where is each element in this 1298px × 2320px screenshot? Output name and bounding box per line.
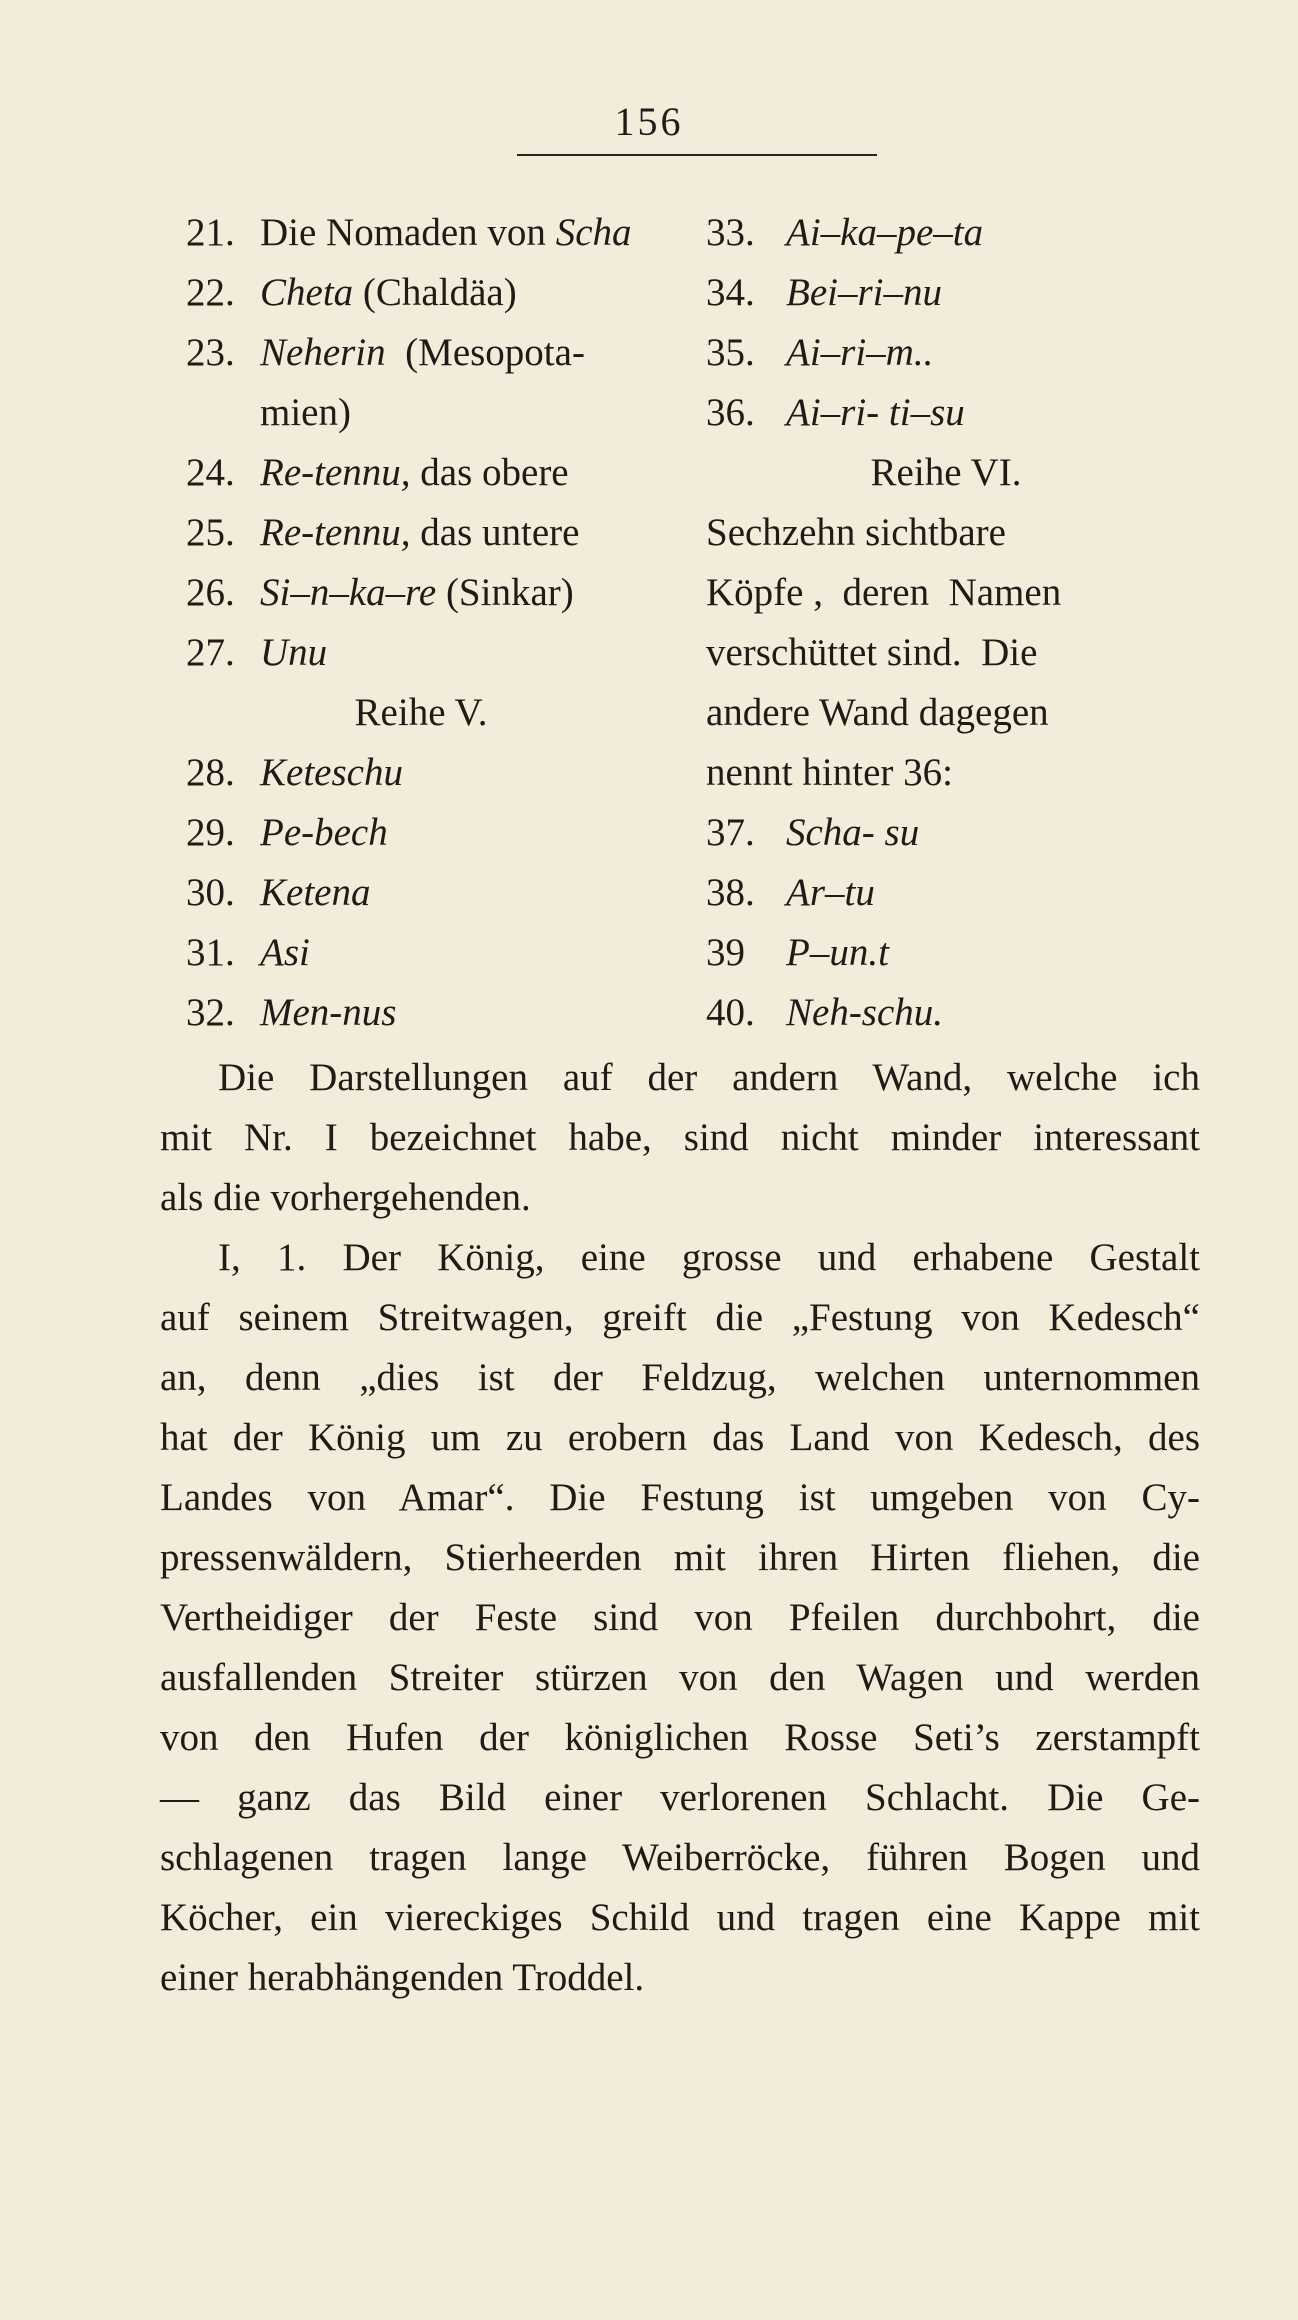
paragraph-line: — ganz das Bild einer verlorenen Schlacht. Die Ge- [160, 1776, 1200, 1819]
right-column-list-item [706, 267, 1186, 327]
item-text: mien) [260, 391, 351, 434]
item-text: Neherin (Mesopota- [260, 331, 585, 374]
item-text: Unu [260, 631, 328, 674]
item-text: Neh-schu. [786, 991, 944, 1034]
item-number: 30. [186, 871, 235, 914]
left-column-list-item [186, 207, 656, 267]
left-column-list-item [186, 507, 656, 567]
item-number: 35. [706, 331, 755, 374]
right-column-list-item [706, 807, 1186, 867]
item-text: Ketena [260, 871, 371, 914]
item-number: 23. [186, 331, 235, 374]
item-number: 38. [706, 871, 755, 914]
paragraph-line: schlagenen tragen lange Weiberröcke, führen Bogen und [160, 1836, 1200, 1879]
item-number: 32. [186, 991, 235, 1034]
item-number: 24. [186, 451, 235, 494]
left-column-list-item [186, 807, 656, 867]
item-number: 31. [186, 931, 235, 974]
item-number: 37. [706, 811, 755, 854]
body-text [160, 1052, 1200, 2012]
paragraph-line: Die Darstellungen auf der andern Wand, welche ich [218, 1056, 1200, 1099]
paragraph-line: Köcher, ein viereckiges Schild und tragen eine Kappe mit [160, 1896, 1200, 1939]
right-column-text-line: andere Wand dagegen [706, 691, 1049, 734]
item-text: Die Nomaden von Scha [260, 211, 632, 254]
item-number: 26. [186, 571, 235, 614]
page-number: 156 [614, 99, 684, 144]
item-text: Cheta (Chaldäa) [260, 271, 517, 314]
item-number: 21. [186, 211, 235, 254]
left-column-list-item [186, 327, 656, 387]
item-number: 36. [706, 391, 755, 434]
paragraph-line: an, denn „dies ist der Feldzug, welchen unternommen [160, 1356, 1200, 1399]
paragraph-line: pressenwäldern, Stierheerden mit ihren Hirten fliehen, die [160, 1536, 1200, 1579]
item-text: Ar–tu [786, 871, 875, 914]
item-number: 28. [186, 751, 235, 794]
item-text: Ai–ka–pe–ta [786, 211, 984, 254]
left-column-list-item [186, 987, 656, 1047]
item-number: 40. [706, 991, 755, 1034]
paragraph-line: von den Hufen der königlichen Rosse Seti’s zerstampft [160, 1716, 1200, 1759]
left-column-list [186, 207, 656, 1047]
right-column-text-line: verschüttet sind. Die [706, 631, 1038, 674]
paragraph-line: ausfallenden Streiter stürzen von den Wagen und werden [160, 1656, 1200, 1699]
right-column-list [706, 207, 1186, 1047]
item-number: 33. [706, 211, 755, 254]
right-column-list-item [706, 387, 1186, 447]
right-column-text-line: Sechzehn sichtbare [706, 511, 1006, 554]
paragraph-line: mit Nr. I bezeichnet habe, sind nicht minder interessant [160, 1116, 1200, 1159]
item-number: 34. [706, 271, 755, 314]
left-column-list-item [186, 447, 656, 507]
item-text: Ai–ri- ti–su [786, 391, 965, 434]
paragraph-line: Landes von Amar“. Die Festung ist umgeben von Cy- [160, 1476, 1200, 1519]
item-text: Pe-bech [260, 811, 388, 854]
left-column-list-item [186, 627, 656, 687]
left-column-list-item [186, 387, 656, 447]
item-text: Bei–ri–nu [786, 271, 942, 314]
item-number: 25. [186, 511, 235, 554]
item-text: Re-tennu, das untere [260, 511, 580, 554]
right-column-list-item [706, 867, 1186, 927]
item-text: Asi [260, 931, 310, 974]
left-column-list-item [186, 567, 656, 627]
paragraph-line: I, 1. Der König, eine grosse und erhabene Gestalt [218, 1236, 1200, 1279]
right-column-list-item [706, 927, 1186, 987]
right-column-list-item [706, 207, 1186, 267]
item-text: Men-nus [260, 991, 397, 1034]
left-column-list-item [186, 747, 656, 807]
item-text: P–un.t [786, 931, 889, 974]
paragraph-line: Vertheidiger der Feste sind von Pfeilen durchbohrt, die [160, 1596, 1200, 1639]
right-column-text-line: nennt hinter 36: [706, 751, 953, 794]
item-text: Ai–ri–m.. [786, 331, 934, 374]
item-number: 22. [186, 271, 235, 314]
right-column-text-line: Köpfe , deren Namen [706, 571, 1062, 614]
item-text: Re-tennu, das obere [260, 451, 569, 494]
paragraph-line: einer herabhängenden Troddel. [160, 1956, 645, 1999]
page-number-rule [517, 154, 877, 156]
paragraph-line: auf seinem Streitwagen, greift die „Festung von Kedesch“ [160, 1296, 1200, 1339]
right-column-list-item [706, 327, 1186, 387]
left-column-list-item [186, 867, 656, 927]
right-column-section-heading: Reihe VI. [870, 451, 1022, 494]
paragraph-line: als die vorhergehenden. [160, 1176, 531, 1219]
paragraph-line: hat der König um zu erobern das Land von Kedesch, des [160, 1416, 1200, 1459]
left-column-list-item [186, 267, 656, 327]
item-text: Keteschu [260, 751, 403, 794]
left-column-section-heading: Reihe V. [354, 691, 488, 734]
item-number: 39 [706, 931, 745, 974]
item-number: 27. [186, 631, 235, 674]
item-number: 29. [186, 811, 235, 854]
left-column-list-item [186, 927, 656, 987]
item-text: Si–n–ka–re (Sinkar) [260, 571, 574, 614]
right-column-list-item [706, 987, 1186, 1047]
item-text: Scha- su [786, 811, 920, 854]
